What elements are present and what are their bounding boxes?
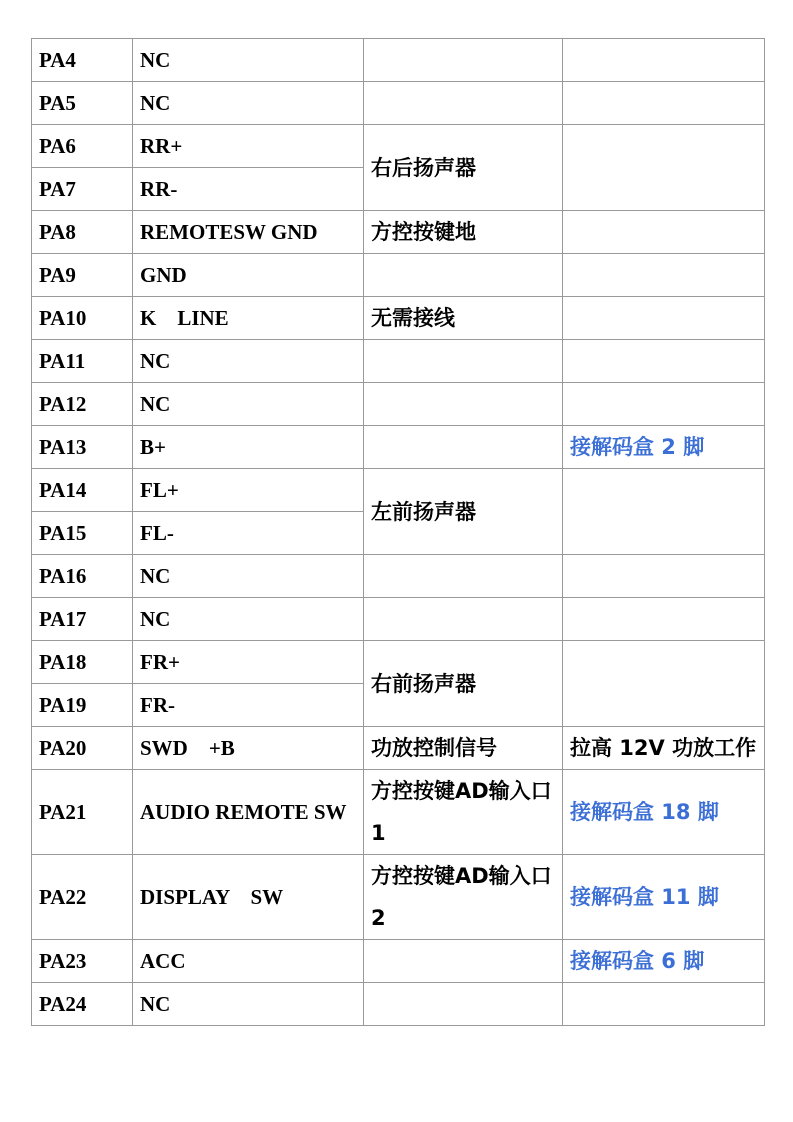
table-row <box>32 469 765 512</box>
note-cell <box>563 297 765 340</box>
note-cell <box>563 39 765 82</box>
pin-cell: PA23 <box>32 940 133 983</box>
signal-cell: AUDIO REMOTE SW <box>133 770 364 855</box>
pin-cell: PA14 <box>32 469 133 512</box>
pin-cell: PA11 <box>32 340 133 383</box>
table-row <box>32 426 765 469</box>
table-row <box>32 641 765 684</box>
pin-cell: PA10 <box>32 297 133 340</box>
signal-cell: RR- <box>133 168 364 211</box>
table-row <box>32 340 765 383</box>
pin-cell: PA20 <box>32 727 133 770</box>
note-cell <box>563 555 765 598</box>
description-cell <box>364 82 563 125</box>
description-cell: 无需接线 <box>364 297 563 340</box>
description-cell <box>364 940 563 983</box>
note-cell <box>563 469 765 555</box>
note-cell <box>563 254 765 297</box>
table-row <box>32 211 765 254</box>
note-cell: 接解码盒 6 脚 <box>563 940 765 983</box>
signal-cell: FR+ <box>133 641 364 684</box>
pin-cell: PA16 <box>32 555 133 598</box>
signal-cell: GND <box>133 254 364 297</box>
description-cell: 方控按键地 <box>364 211 563 254</box>
signal-cell: FL+ <box>133 469 364 512</box>
description-cell: 方控按键AD输入口1 <box>364 770 563 855</box>
table-row <box>32 855 765 940</box>
note-cell: 接解码盒 2 脚 <box>563 426 765 469</box>
table-row <box>32 770 765 855</box>
pin-cell: PA12 <box>32 383 133 426</box>
pin-cell: PA15 <box>32 512 133 555</box>
note-cell <box>563 340 765 383</box>
pin-cell: PA13 <box>32 426 133 469</box>
table-row <box>32 598 765 641</box>
description-cell <box>364 254 563 297</box>
description-cell <box>364 598 563 641</box>
signal-cell: NC <box>133 82 364 125</box>
table-row <box>32 983 765 1026</box>
note-cell <box>563 211 765 254</box>
description-cell: 方控按键AD输入口2 <box>364 855 563 940</box>
table-row <box>32 727 765 770</box>
note-cell <box>563 598 765 641</box>
pin-table <box>31 38 765 1026</box>
signal-cell: DISPLAY SW <box>133 855 364 940</box>
description-cell <box>364 39 563 82</box>
signal-cell: REMOTESW GND <box>133 211 364 254</box>
pin-cell: PA6 <box>32 125 133 168</box>
signal-cell: RR+ <box>133 125 364 168</box>
table-row <box>32 940 765 983</box>
note-cell: 接解码盒 18 脚 <box>563 770 765 855</box>
description-cell: 右前扬声器 <box>364 641 563 727</box>
signal-cell: NC <box>133 383 364 426</box>
signal-cell: K LINE <box>133 297 364 340</box>
note-cell: 拉高 12V 功放工作 <box>563 727 765 770</box>
signal-cell: NC <box>133 598 364 641</box>
description-cell <box>364 983 563 1026</box>
note-cell <box>563 82 765 125</box>
table-row <box>32 555 765 598</box>
pin-cell: PA24 <box>32 983 133 1026</box>
signal-cell: NC <box>133 340 364 383</box>
table-row <box>32 383 765 426</box>
note-cell <box>563 983 765 1026</box>
description-cell: 右后扬声器 <box>364 125 563 211</box>
table-row <box>32 82 765 125</box>
description-cell <box>364 426 563 469</box>
description-cell <box>364 555 563 598</box>
description-cell: 功放控制信号 <box>364 727 563 770</box>
signal-cell: NC <box>133 555 364 598</box>
description-cell <box>364 383 563 426</box>
signal-cell: NC <box>133 39 364 82</box>
pin-cell: PA19 <box>32 684 133 727</box>
pin-cell: PA18 <box>32 641 133 684</box>
signal-cell: ACC <box>133 940 364 983</box>
pin-cell: PA9 <box>32 254 133 297</box>
signal-cell: B+ <box>133 426 364 469</box>
pin-cell: PA4 <box>32 39 133 82</box>
note-cell <box>563 383 765 426</box>
signal-cell: SWD +B <box>133 727 364 770</box>
note-cell: 接解码盒 11 脚 <box>563 855 765 940</box>
note-cell <box>563 125 765 211</box>
description-cell: 左前扬声器 <box>364 469 563 555</box>
pin-cell: PA5 <box>32 82 133 125</box>
table-row <box>32 297 765 340</box>
table-row <box>32 254 765 297</box>
pin-cell: PA22 <box>32 855 133 940</box>
description-cell <box>364 340 563 383</box>
signal-cell: FR- <box>133 684 364 727</box>
table-row <box>32 125 765 168</box>
pin-cell: PA7 <box>32 168 133 211</box>
note-cell <box>563 641 765 727</box>
pin-cell: PA17 <box>32 598 133 641</box>
pin-cell: PA8 <box>32 211 133 254</box>
signal-cell: NC <box>133 983 364 1026</box>
table-row <box>32 39 765 82</box>
signal-cell: FL- <box>133 512 364 555</box>
pin-cell: PA21 <box>32 770 133 855</box>
